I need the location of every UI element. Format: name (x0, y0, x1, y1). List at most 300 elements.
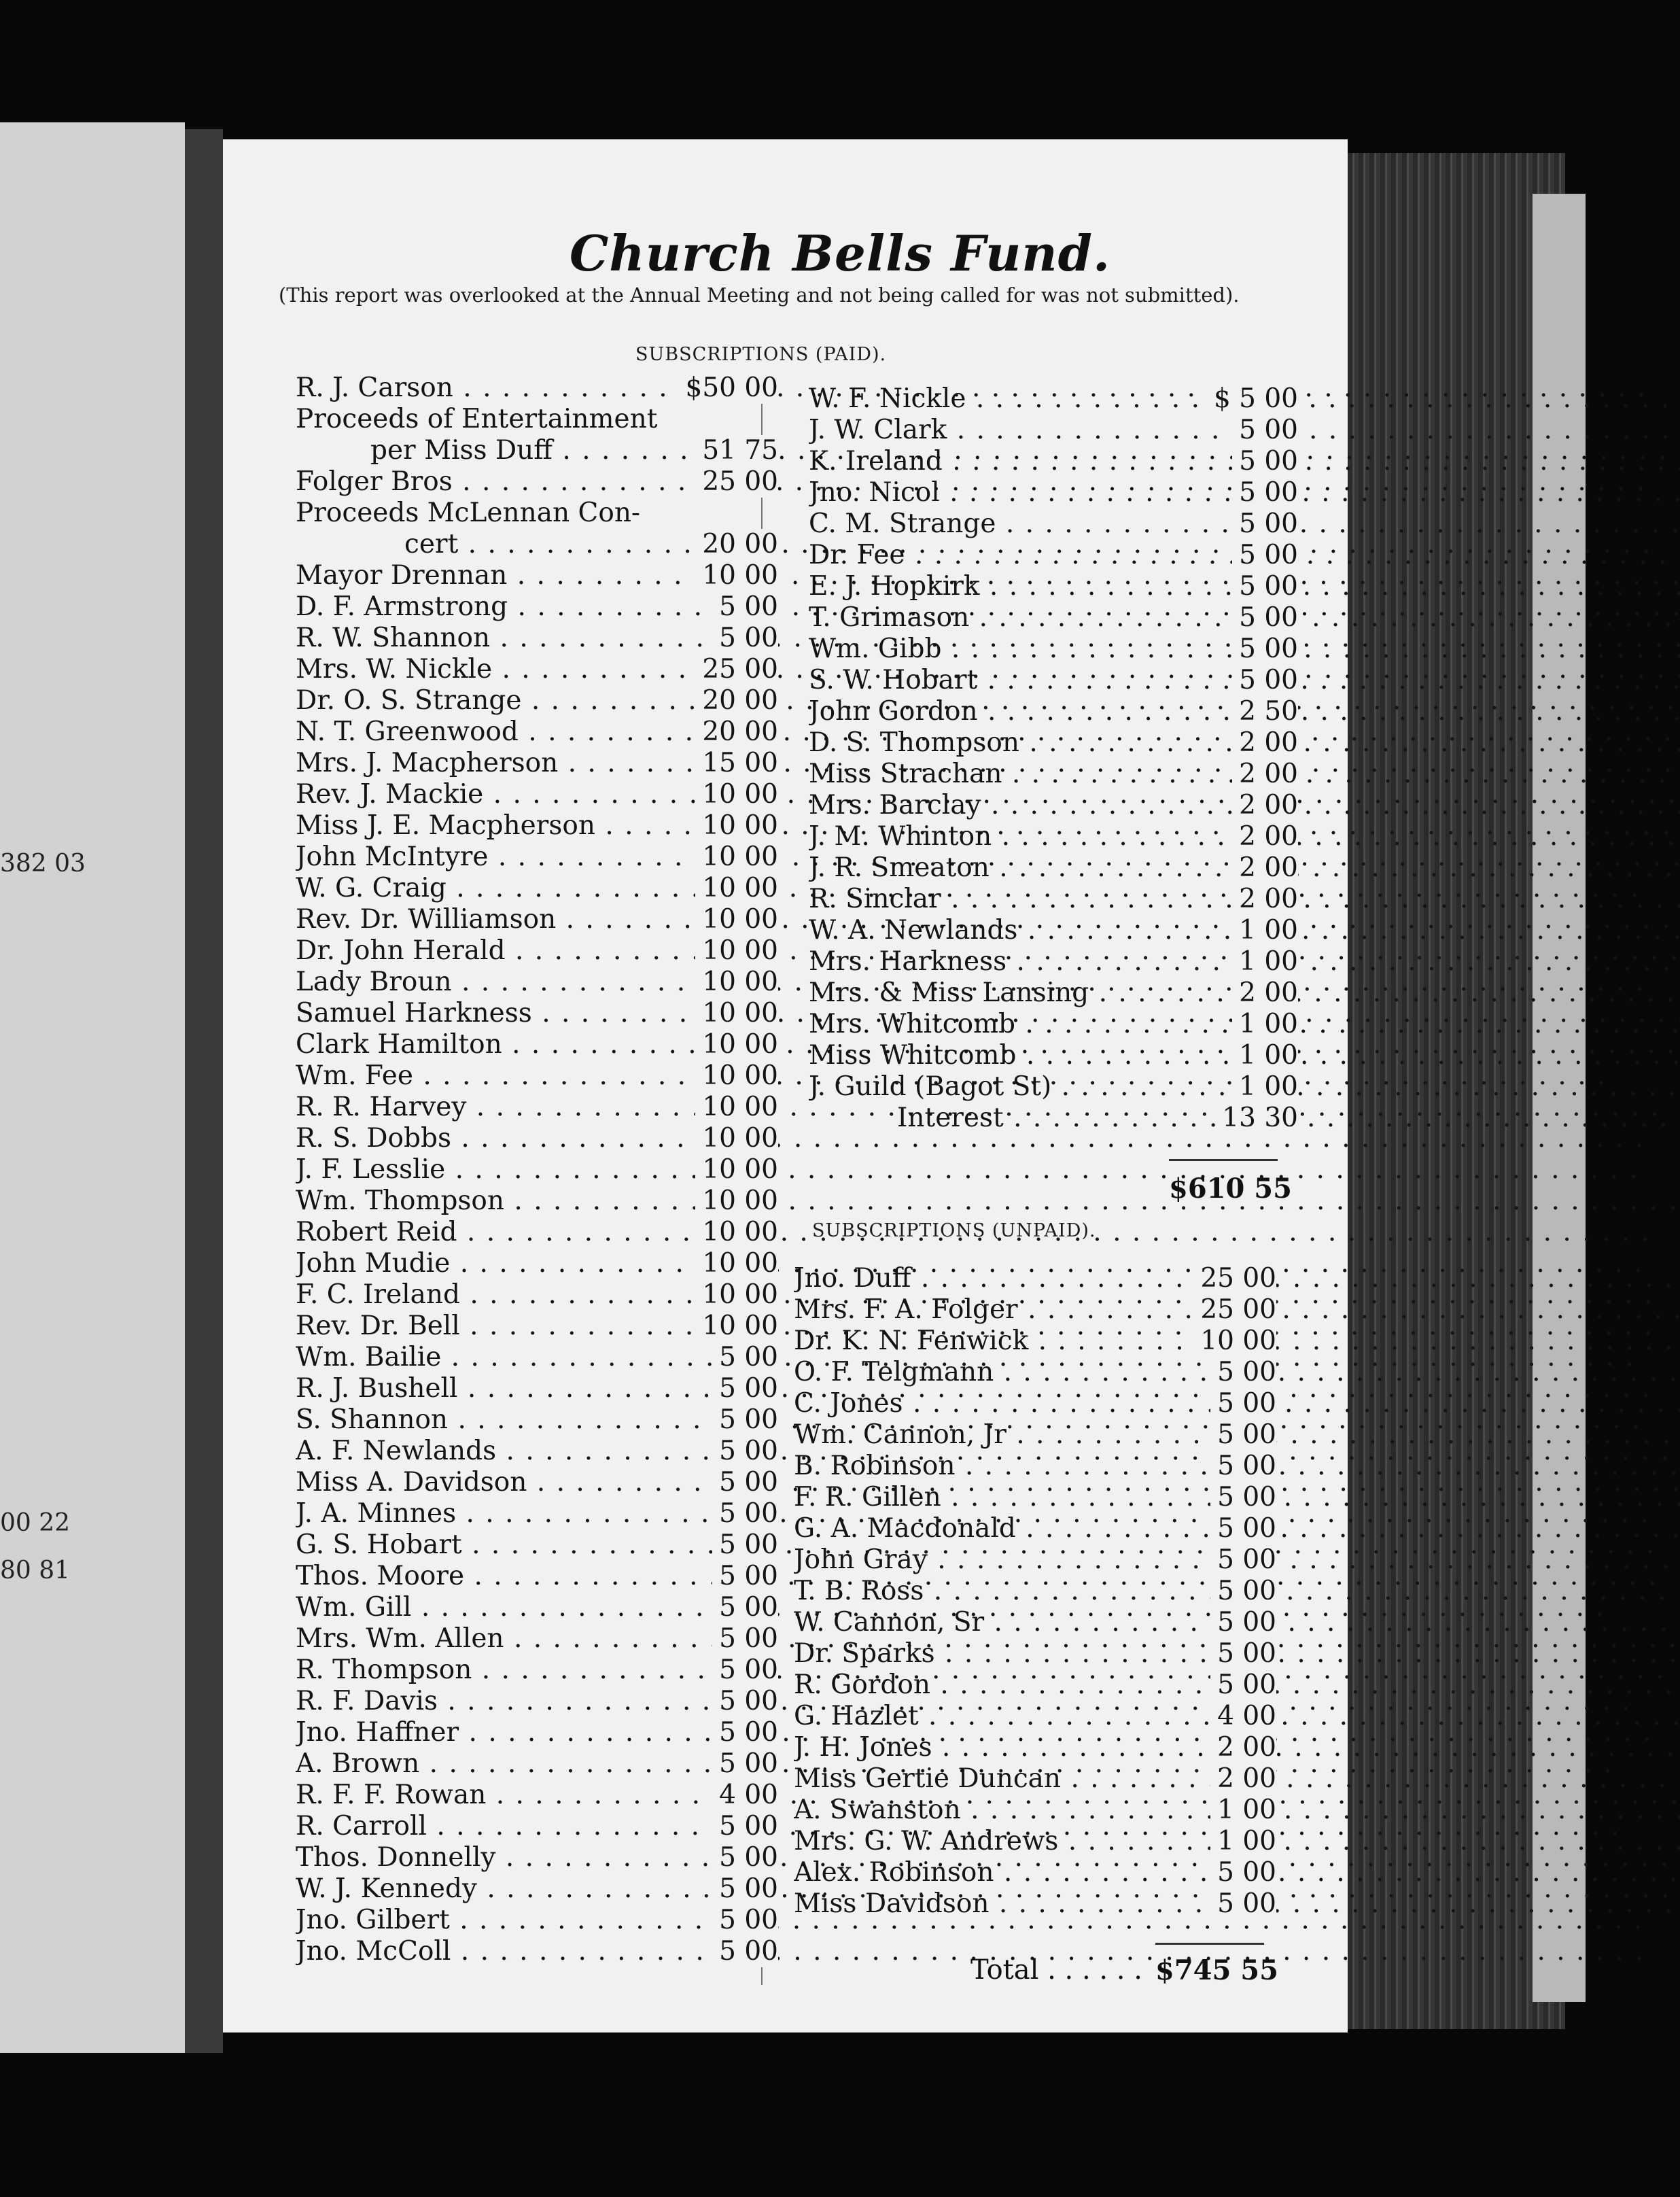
subscription-row (296, 1592, 778, 1623)
subscription-row (296, 935, 778, 967)
subscriber-name: Dr. Sparks . . . (794, 1638, 1680, 1670)
subscription-amount: 10 00 (695, 873, 778, 904)
subscription-amount: 5 00 (712, 1436, 778, 1467)
subscription-amount: 25 00 (1193, 1263, 1276, 1294)
subscription-amount: 5 00 (712, 1498, 778, 1529)
subscription-amount: 5 00 (1232, 446, 1298, 477)
paid-subtotal: $610 55 (1169, 1173, 1292, 1205)
subscriber-name: Jno. Nicol . . . (809, 477, 1680, 508)
subscriber-name: Miss Gertie Duncan . . . (794, 1763, 1680, 1795)
subscription-row (296, 873, 778, 904)
subscriber-name: R. R. Harvey . . . (296, 1092, 1660, 1123)
subscription-amount: 5 00 (712, 1811, 778, 1842)
subscription-row (296, 1029, 778, 1060)
subscription-row (296, 1623, 778, 1655)
subscriber-name: Mrs. & Miss Lansing . . . (809, 978, 1680, 1009)
subscription-row (296, 1217, 778, 1248)
subscriber-name: Jno. Duff . . . (794, 1263, 1680, 1294)
subscription-amount: 5 00 (712, 1686, 778, 1717)
subscription-amount: 10 00 (695, 998, 778, 1029)
subscription-row (296, 1811, 778, 1842)
subscriber-name: J. F. Lesslie . . . (296, 1154, 1639, 1186)
subscription-row (809, 1103, 1298, 1134)
subscription-amount: 1 00 (1210, 1826, 1276, 1857)
subscription-amount: 5 00 (712, 1873, 778, 1905)
subscription-row (809, 759, 1298, 790)
subscription-row (809, 477, 1298, 508)
subscription-amount: 20 00 (695, 685, 778, 716)
subscription-amount: 2 00 (1232, 852, 1298, 884)
subscription-row (296, 1748, 778, 1780)
subscription-amount: 10 00 (695, 1248, 778, 1279)
subscription-amount: 5 00 (1210, 1419, 1276, 1451)
subscription-row (296, 1936, 778, 1967)
subscription-amount: 5 00 (712, 1842, 778, 1873)
subscription-amount: 2 00 (1210, 1763, 1276, 1795)
subscription-row (809, 946, 1298, 978)
subscription-row (296, 1873, 778, 1905)
subscription-amount: 5 00 (1232, 540, 1298, 571)
subscriber-name: Miss Strachan . . . (809, 759, 1680, 790)
subscription-amount: 1 00 (1210, 1795, 1276, 1826)
subscription-amount: 5 00 (712, 1404, 778, 1436)
subscriber-name: Rev. Dr. Bell . . . (296, 1311, 1653, 1342)
subscription-row (794, 1419, 1276, 1451)
subscription-row (809, 415, 1298, 446)
subscription-amount: 5 00 (712, 1529, 778, 1561)
subscription-amount: 1 00 (1232, 1071, 1298, 1103)
facing-page-figure: 382 03 (0, 850, 86, 878)
subscription-amount: 2 00 (1232, 978, 1298, 1009)
subscription-row (296, 1905, 778, 1936)
subscriber-name: R. W. Shannon . . . (296, 623, 1680, 654)
grand-total: $745 55 (1155, 1954, 1278, 1986)
subscription-row (809, 727, 1298, 759)
subscriber-name: F. R. Gillen . . . (794, 1482, 1680, 1513)
subscriber-name: R. S. Dobbs . . . (296, 1123, 1645, 1154)
subscriber-name: W. A. Newlands . . . (809, 915, 1680, 946)
subscription-row (809, 915, 1298, 946)
subscriber-name: Jno. Gilbert . . . (296, 1905, 1643, 1936)
subscription-row (794, 1544, 1276, 1576)
subscription-row (794, 1826, 1276, 1857)
subscriber-name: C. M. Strange . . . (809, 508, 1680, 540)
subscription-row (809, 383, 1298, 415)
subscription-amount: 10 00 (695, 1123, 778, 1154)
book-gutter (185, 129, 223, 2053)
subscription-row (794, 1888, 1276, 1920)
subscription-amount: 5 00 (712, 1655, 778, 1686)
subscription-row (794, 1294, 1276, 1326)
subscription-amount: 5 00 (1210, 1451, 1276, 1482)
subscriber-name: A. Brown . . . (296, 1748, 1613, 1780)
subscription-row (296, 1373, 778, 1404)
subscriber-name: W. J. Kennedy . . . (296, 1873, 1670, 1905)
subscription-row (794, 1607, 1276, 1638)
total-label: Total . . . . . . (970, 1954, 1142, 1986)
subscriber-name: G. S. Hobart . . . (296, 1529, 1656, 1561)
subscription-amount: 10 00 (695, 1217, 778, 1248)
subscriber-name: Alex. Robinson . . . (794, 1857, 1680, 1888)
subscriber-name: T. B. Ross . . . (794, 1576, 1680, 1607)
subscription-amount: 2 00 (1232, 727, 1298, 759)
subscription-row (794, 1763, 1276, 1795)
subscription-row (794, 1638, 1276, 1670)
subscription-amount: 10 00 (695, 842, 778, 873)
subscription-amount: 10 00 (695, 1060, 778, 1092)
subscription-row (809, 884, 1298, 915)
subscriber-name: G. Hazlet . . . (794, 1701, 1680, 1732)
subscriber-name: R. J. Carson . . . (296, 373, 1647, 404)
subscription-row (809, 821, 1298, 852)
subscription-amount: 5 00 (1232, 602, 1298, 634)
subscription-amount: 5 00 (712, 591, 778, 623)
subscription-row (809, 446, 1298, 477)
subscription-amount: 13 30 (1215, 1103, 1298, 1134)
subscription-row (794, 1263, 1276, 1294)
subscriber-name: Lady Broun . . . (296, 967, 1645, 998)
subscriber-name: J. M. Whinton . . . (809, 821, 1680, 852)
subscription-row (809, 508, 1298, 540)
subscription-row (794, 1482, 1276, 1513)
subscriber-name: J. Guild (Bagot St) . . . (809, 1071, 1680, 1103)
subscription-amount: 20 00 (695, 529, 778, 560)
subscriber-name: Mrs. Wm. Allen . . . (296, 1623, 1680, 1655)
paid-left-list (296, 373, 778, 1967)
subscription-amount: 10 00 (695, 1186, 778, 1217)
subscriber-name: Mrs. G. W. Andrews . . . (794, 1826, 1680, 1857)
subscription-amount: 10 00 (695, 935, 778, 967)
subscription-amount: 2 00 (1210, 1732, 1276, 1763)
subscription-row (296, 1498, 778, 1529)
paid-heading: SUBSCRIPTIONS (PAID). (635, 344, 887, 365)
report-note: (This report was overlooked at the Annual Meeting and not being called for was not submitted). (279, 283, 1240, 307)
subscription-row (794, 1451, 1276, 1482)
subscription-amount: 5 00 (1210, 1544, 1276, 1576)
subscriber-name: T. Grimason . . . (809, 602, 1680, 634)
subscriber-name: J. A. Minnes . . . (296, 1498, 1650, 1529)
subscription-amount: 10 00 (695, 1029, 778, 1060)
subscriber-name: J. W. Clark . . . (809, 415, 1680, 446)
subscriber-name: Dr. O. S. Strange . . . (296, 685, 1680, 716)
subscription-row (809, 540, 1298, 571)
subscription-row (794, 1326, 1276, 1357)
subscriber-name: Miss Whitcomb . . . (809, 1040, 1680, 1071)
subscription-amount: 4 00 (1210, 1701, 1276, 1732)
subscription-row (296, 716, 778, 748)
subscriber-name: K. Ireland . . . (809, 446, 1680, 477)
subscription-row (794, 1795, 1276, 1826)
subscription-row (296, 1092, 778, 1123)
subscription-row (809, 1009, 1298, 1040)
subscription-amount: 5 00 (712, 1717, 778, 1748)
subscription-row (296, 1342, 778, 1373)
subscription-row (296, 654, 778, 685)
subscriber-name: John Mudie . . . (296, 1248, 1644, 1279)
subscriber-name: J. H. Jones . . . (794, 1732, 1680, 1763)
subscription-row (296, 1561, 778, 1592)
subscriber-name: Wm. Fee . . . (296, 1060, 1607, 1092)
subscriber-name: cert . . . (404, 529, 1652, 560)
subscription-row (296, 1060, 778, 1092)
subscription-amount: 5 00 (712, 623, 778, 654)
subscriber-name: N. T. Greenwood . . . (296, 716, 1680, 748)
subscriber-name: F. C. Ireland . . . (296, 1279, 1653, 1311)
subscriber-name: Thos. Moore . . . (296, 1561, 1658, 1592)
subscription-amount: 5 00 (712, 1936, 778, 1967)
subscription-row (296, 591, 778, 623)
subscription-row (296, 685, 778, 716)
subscription-row (809, 1040, 1298, 1071)
subscription-row (296, 998, 778, 1029)
subscription-row (794, 1357, 1276, 1388)
subscription-amount: 5 00 (712, 1592, 778, 1623)
subscription-amount: 5 00 (1210, 1888, 1276, 1920)
subscriber-name: Mrs. J. Macpherson . . . (296, 748, 1680, 779)
subscription-amount: 51 75 (695, 435, 778, 466)
subscription-amount: $50 00 (679, 373, 778, 404)
subscriber-name: R. Carroll . . . (296, 1811, 1620, 1842)
subtotal-rule (1169, 1159, 1278, 1161)
subscription-amount: 5 00 (712, 1748, 778, 1780)
subscription-amount: $ 5 00 (1207, 383, 1298, 415)
facing-page-figure: 00 22 (0, 1509, 71, 1537)
subscription-row (809, 665, 1298, 696)
subscriber-name: per Miss Duff . . . (370, 435, 1680, 466)
subscriber-name: Thos. Donnelly . . . (296, 1842, 1680, 1873)
subscription-amount: 20 00 (695, 716, 778, 748)
subscription-amount: 10 00 (695, 904, 778, 935)
subscription-amount: 5 00 (1210, 1857, 1276, 1888)
subscriber-name: Dr. Fee . . . (809, 540, 1680, 571)
subscriber-name: Jno. McColl . . . (296, 1936, 1645, 1967)
subscriber-name: E. J. Hopkirk . . . (809, 571, 1680, 602)
subscriber-name: D. F. Armstrong . . . (296, 591, 1680, 623)
subscription-row (296, 1686, 778, 1717)
subscription-amount: 10 00 (695, 1311, 778, 1342)
subscriber-name: R. J. Bushell . . . (296, 1373, 1651, 1404)
subscription-row (809, 790, 1298, 821)
subscriber-name: Dr. John Herald . . . (296, 935, 1680, 967)
subscription-amount: 5 00 (1232, 571, 1298, 602)
subscription-row (794, 1701, 1276, 1732)
subscription-row (794, 1576, 1276, 1607)
subscription-row (296, 1248, 778, 1279)
subscriber-name: Mrs. F. A. Folger . . . (794, 1294, 1680, 1326)
subscriber-name: Miss A. Davidson . . . (296, 1467, 1680, 1498)
subscriber-name: Clark Hamilton . . . (296, 1029, 1680, 1060)
subscription-row (296, 404, 778, 435)
subscription-amount: 10 00 (695, 1154, 778, 1186)
subscription-amount: 10 00 (695, 810, 778, 842)
subscription-amount: 25 00 (695, 654, 778, 685)
subscription-row (794, 1732, 1276, 1763)
subscription-amount: 25 00 (695, 466, 778, 498)
subscription-amount: 10 00 (695, 560, 778, 591)
subscriber-name: Wm. Gibb . . . (809, 634, 1680, 665)
subscription-row (296, 967, 778, 998)
paid-right-list (809, 383, 1298, 1134)
subscriber-name: Wm. Cannon, Jr . . . (794, 1419, 1680, 1451)
unpaid-list (794, 1263, 1276, 1920)
subscription-amount: 5 00 (1210, 1607, 1276, 1638)
subscription-amount: 5 00 (1210, 1670, 1276, 1701)
subscriber-name: Jno. Haffner . . . (296, 1717, 1653, 1748)
subscription-amount: 4 00 (712, 1780, 778, 1811)
subscription-row (296, 748, 778, 779)
subscription-amount: 5 00 (1232, 477, 1298, 508)
subscription-amount: 1 00 (1232, 946, 1298, 978)
subscription-row (296, 1717, 778, 1748)
subscription-amount: 2 50 (1232, 696, 1298, 727)
subscriber-name: R. F. Davis . . . (296, 1686, 1631, 1717)
subscription-amount: 5 00 (1210, 1576, 1276, 1607)
subscriber-name: S. Shannon . . . (296, 1404, 1641, 1436)
subscriber-name: Interest . . . (897, 1103, 1680, 1134)
subscription-amount: 2 00 (1232, 790, 1298, 821)
subscriber-name: R. Gordon . . . (794, 1670, 1680, 1701)
subscription-row (296, 810, 778, 842)
subscriber-name: Rev. J. Mackie . . . (296, 779, 1677, 810)
subscription-row (794, 1670, 1276, 1701)
subscription-amount: 5 00 (1210, 1388, 1276, 1419)
subscription-row (809, 978, 1298, 1009)
subscription-amount: 10 00 (695, 1279, 778, 1311)
subscriber-name: C. Jones . . . (794, 1388, 1680, 1419)
subscription-amount: 2 00 (1232, 884, 1298, 915)
subscription-row (296, 1780, 778, 1811)
subscription-amount: 2 00 (1232, 821, 1298, 852)
subscription-amount: 5 00 (712, 1623, 778, 1655)
subscription-amount: 5 00 (1210, 1482, 1276, 1513)
subscription-amount: 5 00 (1232, 665, 1298, 696)
subscription-row (296, 435, 778, 466)
subscriber-name: John Gordon . . . (809, 696, 1680, 727)
subscription-row (809, 852, 1298, 884)
subscriber-name: G. A. Macdonald . . . (794, 1513, 1680, 1544)
subscription-amount: 1 00 (1232, 1040, 1298, 1071)
subscription-amount: 5 00 (712, 1905, 778, 1936)
subscriber-name: Samuel Harkness . . . (296, 998, 1680, 1029)
subscriber-name: Wm. Gill . . . (296, 1592, 1605, 1623)
subscription-row (794, 1388, 1276, 1419)
subscription-row (296, 842, 778, 873)
facing-page-figure: 80 81 (0, 1557, 71, 1585)
subscriber-name: Mrs. Harkness . . . (809, 946, 1680, 978)
subscriber-name: A. Swanston . . . (794, 1795, 1680, 1826)
subscription-amount: 5 00 (712, 1342, 778, 1373)
subscriber-name: A. F. Newlands . . . (296, 1436, 1680, 1467)
subscriber-name: W. F. Nickle . . . (809, 383, 1680, 415)
subscription-amount: 5 00 (712, 1561, 778, 1592)
subscription-row (794, 1857, 1276, 1888)
subscriber-name: W. Cannon, Sr . . . (794, 1607, 1680, 1638)
subscription-amount: 15 00 (695, 748, 778, 779)
subscriber-name: Dr. K. N. Fenwick . . . (794, 1326, 1680, 1357)
subscription-amount: 5 00 (1210, 1357, 1276, 1388)
subscriber-name: J. R. Smeaton . . . (809, 852, 1680, 884)
subscriber-name: B. Robinson . . . (794, 1451, 1680, 1482)
subscriber-name: John McIntyre . . . (296, 842, 1680, 873)
subscriber-name: Wm. Bailie . . . (296, 1342, 1635, 1373)
subscription-row (296, 373, 778, 404)
subscription-row (296, 466, 778, 498)
subscription-row (296, 1436, 778, 1467)
subscription-amount: 5 00 (712, 1467, 778, 1498)
subscription-row (296, 1404, 778, 1436)
subscriber-name: O. F. Telgmann . . . (794, 1357, 1680, 1388)
subscription-row (809, 634, 1298, 665)
page-title: Church Bells Fund. (569, 224, 1111, 282)
subscription-row (809, 696, 1298, 727)
subscription-amount: 5 00 (712, 1373, 778, 1404)
subscriber-name: Mrs. Barclay . . . (809, 790, 1680, 821)
subscription-row (296, 904, 778, 935)
subscription-row (296, 1655, 778, 1686)
subscriber-name: Mayor Drennan . . . (296, 560, 1680, 591)
subscription-amount: 1 00 (1232, 1009, 1298, 1040)
subscription-amount: 5 00 (1232, 508, 1298, 540)
subscriber-name: R. Thompson . . . (296, 1655, 1666, 1686)
subscription-row (809, 602, 1298, 634)
subscription-row (296, 623, 778, 654)
subscriber-name: Proceeds McLennan Con- (296, 498, 641, 528)
subscription-amount: 5 00 (1210, 1513, 1276, 1544)
subscription-amount: 5 00 (1232, 634, 1298, 665)
subscription-row (296, 1186, 778, 1217)
subscription-row (296, 498, 778, 529)
subscriber-name: Robert Reid . . . (296, 1217, 1651, 1248)
subscription-row (794, 1513, 1276, 1544)
subscriber-name: R. F. F. Rowan . . . (296, 1780, 1680, 1811)
subscriber-name: Mrs. Whitcomb . . . (809, 1009, 1680, 1040)
subscriber-name: W. G. Craig . . . (296, 873, 1640, 904)
subscriber-name: Folger Bros . . . (296, 466, 1646, 498)
subscription-row (296, 529, 778, 560)
subscriber-name: S. W. Hobart . . . (809, 665, 1680, 696)
subscription-row (296, 560, 778, 591)
total-rule (1155, 1943, 1264, 1945)
subscription-amount: 10 00 (1193, 1326, 1276, 1357)
subscription-row (296, 1467, 778, 1498)
subscription-amount: 5 00 (1210, 1638, 1276, 1670)
unpaid-heading: SUBSCRIPTIONS (UNPAID). (812, 1220, 1096, 1241)
subscription-amount: 10 00 (695, 779, 778, 810)
subscription-amount: 5 00 (1232, 415, 1298, 446)
subscription-amount: 10 00 (695, 1092, 778, 1123)
subscriber-name: R. Sinclar . . . (809, 884, 1680, 915)
facing-page (0, 122, 185, 2053)
subscription-row (296, 1154, 778, 1186)
subscriber-name: Proceeds of Entertainment (296, 404, 658, 434)
subscriber-name: John Gray . . . (794, 1544, 1680, 1576)
subscription-row (296, 1123, 778, 1154)
subscription-row (296, 779, 778, 810)
subscriber-name: Wm. Thompson . . . (296, 1186, 1680, 1217)
subscriber-name: Rev. Dr. Williamson . . . (296, 904, 1680, 935)
subscription-row (296, 1842, 778, 1873)
subscription-amount: 10 00 (695, 967, 778, 998)
subscriber-name: Miss J. E. Macpherson . . . (296, 810, 1680, 842)
subscription-row (809, 1071, 1298, 1103)
subscription-amount: 2 00 (1232, 759, 1298, 790)
subscription-amount: 1 00 (1232, 915, 1298, 946)
subscription-row (296, 1279, 778, 1311)
subscription-row (809, 571, 1298, 602)
subscriber-name: Miss Davidson . . . (794, 1888, 1680, 1920)
subscription-amount: 25 00 (1193, 1294, 1276, 1326)
subscription-row (296, 1311, 778, 1342)
